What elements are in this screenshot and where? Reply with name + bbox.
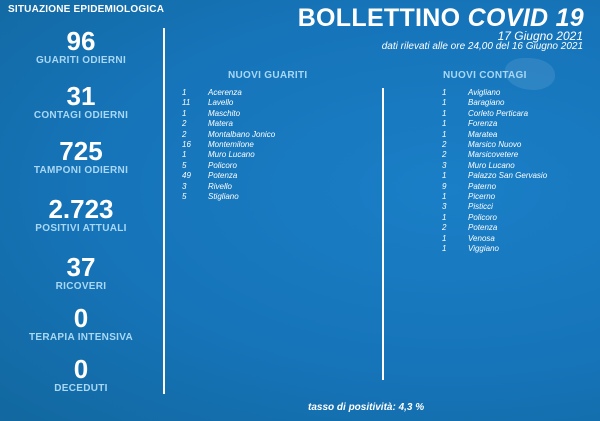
stat-value: 96 [66,26,96,56]
item-count: 1 [442,244,447,254]
item-count: 5 [182,160,187,170]
list-item [182,171,275,181]
stat-label: GUARITI ODIERNI [35,55,127,66]
item-name: Matera [208,119,233,129]
stat-value: 2.723 [48,194,114,224]
item-name: Avigliano [468,88,501,97]
report-subtitle: dati rilevati alle ore 24,00 del 16 Giugno 2021 [381,41,583,52]
item-count: 3 [182,181,187,191]
list-item [182,161,275,171]
stat-value: 725 [59,136,103,166]
stat-guariti [0,28,162,66]
item-name: Maschito [208,108,241,118]
list-item [182,119,275,129]
stat-tamponi [0,138,162,176]
item-name: Rivello [208,181,233,191]
item-count: 2 [442,150,447,160]
list-item [442,182,547,192]
title-main: BOLLETTINO [297,4,461,32]
stat-contagi [0,83,162,121]
item-name: Paterno [468,181,497,191]
list-item [442,88,547,98]
stat-positivi [0,196,162,234]
stat-label: CONTAGI ODIERNI [33,110,129,121]
item-count: 9 [442,181,447,191]
stat-label: TAMPONI ODIERNI [33,165,129,176]
item-count: 1 [182,88,187,97]
item-count: 3 [442,202,447,212]
stat-label: RICOVERI [55,281,107,292]
item-name: Muro Lucano [468,160,515,170]
item-count: 1 [442,192,447,202]
list-item [442,150,547,160]
list-item [182,140,275,150]
item-name: Pisticci [468,202,493,212]
item-count: 1 [442,98,447,108]
item-count: 1 [442,88,447,97]
list-item [182,150,275,160]
stat-value: 37 [66,252,96,282]
item-name: Potenza [468,223,498,233]
list-item [182,109,275,119]
middle-divider [382,88,384,380]
stat-deceduti [0,356,162,394]
item-name: Maratea [468,129,498,139]
stat-value: 31 [66,81,96,111]
item-name: Picerno [468,192,496,202]
stat-terapia-intensiva [0,305,162,343]
title-accent: COVID 19 [467,4,584,32]
item-name: Baragiano [468,98,505,108]
stat-label: DECEDUTI [54,383,108,394]
stat-label: TERAPIA INTENSIVA [29,332,133,343]
report-date: 17 Giugno 2021 [497,29,583,43]
item-name: Viggiano [468,244,499,254]
list-item [442,192,547,202]
nuovi-contagi-list [442,88,547,255]
item-name: Potenza [208,171,238,181]
item-name: Marsico Nuovo [468,140,522,150]
list-item [442,234,547,244]
list-item [442,98,547,108]
item-name: Stigliano [208,192,239,202]
item-count: 1 [442,171,447,181]
list-item [442,130,547,140]
item-count: 1 [442,108,447,118]
item-name: Montalbano Jonico [208,129,276,139]
list-item [182,88,275,98]
item-count: 1 [442,212,447,222]
item-count: 1 [442,129,447,139]
item-name: Forenza [468,119,498,129]
stat-ricoveri [0,254,162,292]
item-count: 16 [182,140,191,150]
item-name: Palazzo San Gervasio [468,171,548,181]
list-item [442,109,547,119]
list-item [442,202,547,212]
list-item [442,171,547,181]
list-item [182,192,275,202]
item-name: Muro Lucano [208,150,255,160]
item-name: Corleto Perticara [468,108,529,118]
item-name: Acerenza [208,88,242,97]
item-count: 1 [182,150,187,160]
positivity-rate: tasso di positività: 4,3 % [308,402,425,413]
item-count: 49 [182,171,191,181]
item-count: 2 [182,129,187,139]
item-count: 1 [442,119,447,129]
nuovi-guariti-list [182,88,275,202]
list-item [182,98,275,108]
item-name: Marsicovetere [468,150,519,160]
stat-value: 0 [73,354,89,384]
item-count: 11 [182,98,191,108]
list-item [442,140,547,150]
item-name: Venosa [468,233,495,243]
list-item [182,182,275,192]
left-divider [163,28,165,394]
list-item [442,213,547,223]
item-name: Policoro [468,212,497,222]
list-item [442,161,547,171]
item-count: 1 [182,108,187,118]
item-count: 2 [182,119,187,129]
list-item [182,130,275,140]
item-name: Lavello [208,98,234,108]
nuovi-guariti-title: NUOVI GUARITI [228,70,308,81]
nuovi-contagi-title: NUOVI CONTAGI [443,70,527,81]
stat-label: POSITIVI ATTUALI [35,223,127,234]
list-item [442,244,547,254]
list-item [442,223,547,233]
item-count: 2 [442,223,447,233]
item-name: Policoro [208,160,237,170]
item-count: 2 [442,140,447,150]
item-count: 3 [442,160,447,170]
list-item [442,119,547,129]
item-count: 5 [182,192,187,202]
section-title: SITUAZIONE EPIDEMIOLOGICA [8,4,165,15]
stat-value: 0 [73,303,89,333]
item-count: 1 [442,233,447,243]
item-name: Montemilone [208,140,254,150]
